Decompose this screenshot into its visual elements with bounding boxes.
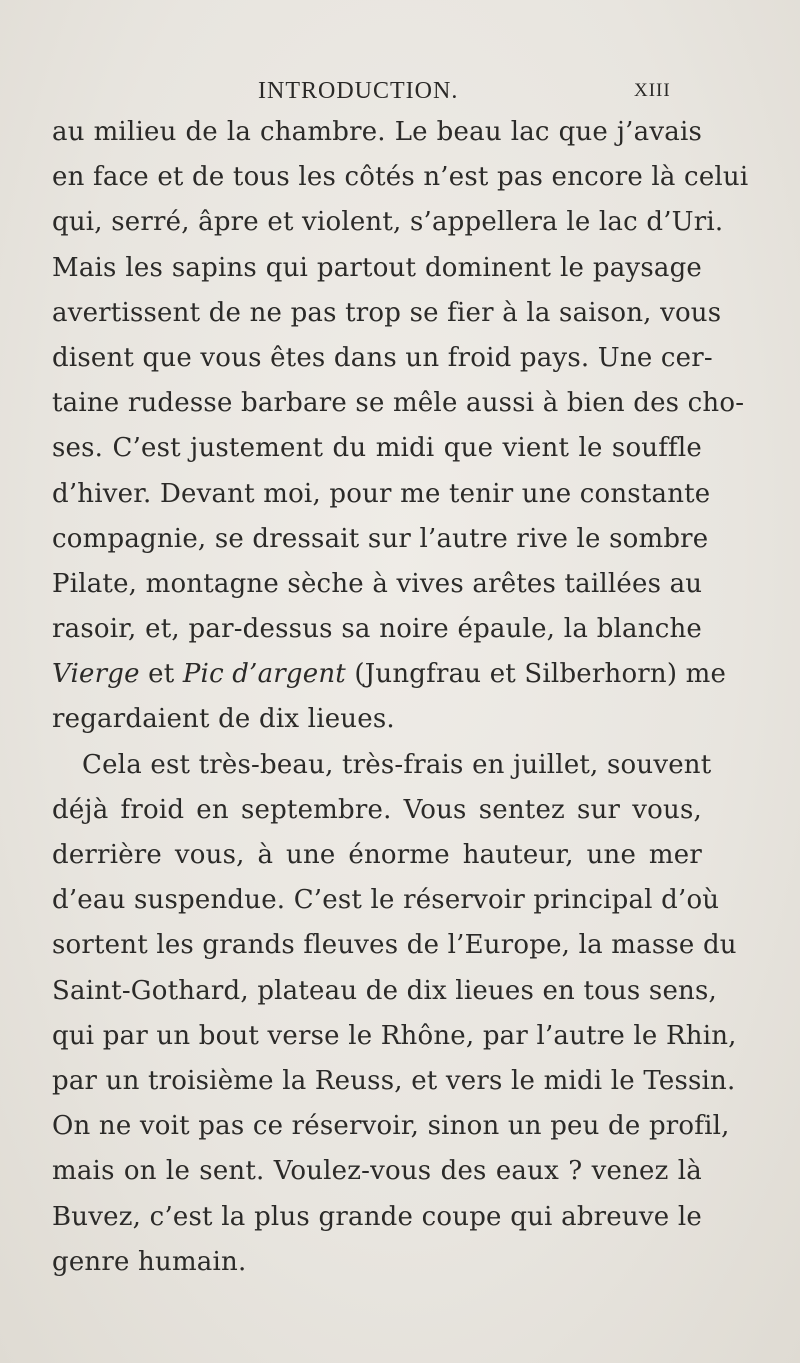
italic-vierge: Vierge	[52, 659, 140, 690]
text-line: par un troisième la Reuss, et vers le midi le Tessin.	[52, 1065, 736, 1096]
text-line: avertissent de ne pas trop se fier à la saison, vous	[52, 297, 722, 328]
text-line: compagnie, se dressait sur l’autre rive le sombre	[52, 523, 709, 554]
text-line: d’eau suspendue. C’est le réservoir principal d’où	[52, 885, 720, 916]
text-line: mais on le sent. Voulez-vous des eaux ? venez là	[52, 1156, 702, 1187]
text-line: sortent les grands fleuves de l’Europe, la masse du	[52, 930, 737, 961]
text-line: Mais les sapins qui partout dominent le paysage	[52, 252, 702, 283]
text-line-paragraph-start: Cela est très-beau, très-frais en juillet, souvent	[82, 749, 712, 780]
text-line: On ne voit pas ce réservoir, sinon un peu de profil,	[52, 1111, 730, 1142]
running-head: INTRODUCTION.	[258, 78, 459, 104]
text-line: Buvez, c’est la plus grande coupe qui abreuve le	[52, 1201, 702, 1232]
body-text	[52, 110, 749, 1285]
text-line: regardaient de dix lieues.	[52, 704, 395, 735]
text-line: genre humain.	[52, 1246, 247, 1277]
text-line-with-italics	[52, 652, 727, 697]
text-line: en face et de tous les côtés n’est pas encore là celui	[52, 162, 749, 193]
page-header	[0, 78, 800, 108]
text-line: derrière vous, à une énorme hauteur, une mer	[52, 840, 702, 870]
text-fragment: et	[139, 659, 183, 690]
text-line: déjà froid en septembre. Vous sentez sur vous,	[52, 794, 702, 825]
page-number: XIII	[634, 80, 671, 101]
text-line: qui, serré, âpre et violent, s’appellera le lac d’Uri.	[52, 207, 724, 238]
text-line: rasoir, et, par-dessus sa noire épaule, la blanche	[52, 614, 702, 645]
text-line: qui par un bout verse le Rhône, par l’autre le Rhin,	[52, 1020, 737, 1051]
text-fragment: (Jungfrau et Silberhorn) me	[345, 659, 727, 690]
text-line: disent que vous êtes dans un froid pays. Une cer-	[52, 342, 713, 373]
text-line: Pilate, montagne sèche à vives arêtes taillées au	[52, 568, 703, 599]
text-line: ses. C’est justement du midi que vient le souffle	[52, 433, 702, 464]
text-line: Saint-Gothard, plateau de dix lieues en tous sens,	[52, 975, 718, 1006]
text-line: d’hiver. Devant moi, pour me tenir une constante	[52, 478, 711, 509]
text-line: taine rudesse barbare se mêle aussi à bien des cho-	[52, 388, 745, 419]
text-line: au milieu de la chambre. Le beau lac que j’avais	[52, 117, 702, 147]
italic-pic-dargent: Pic d’argent	[182, 659, 346, 690]
